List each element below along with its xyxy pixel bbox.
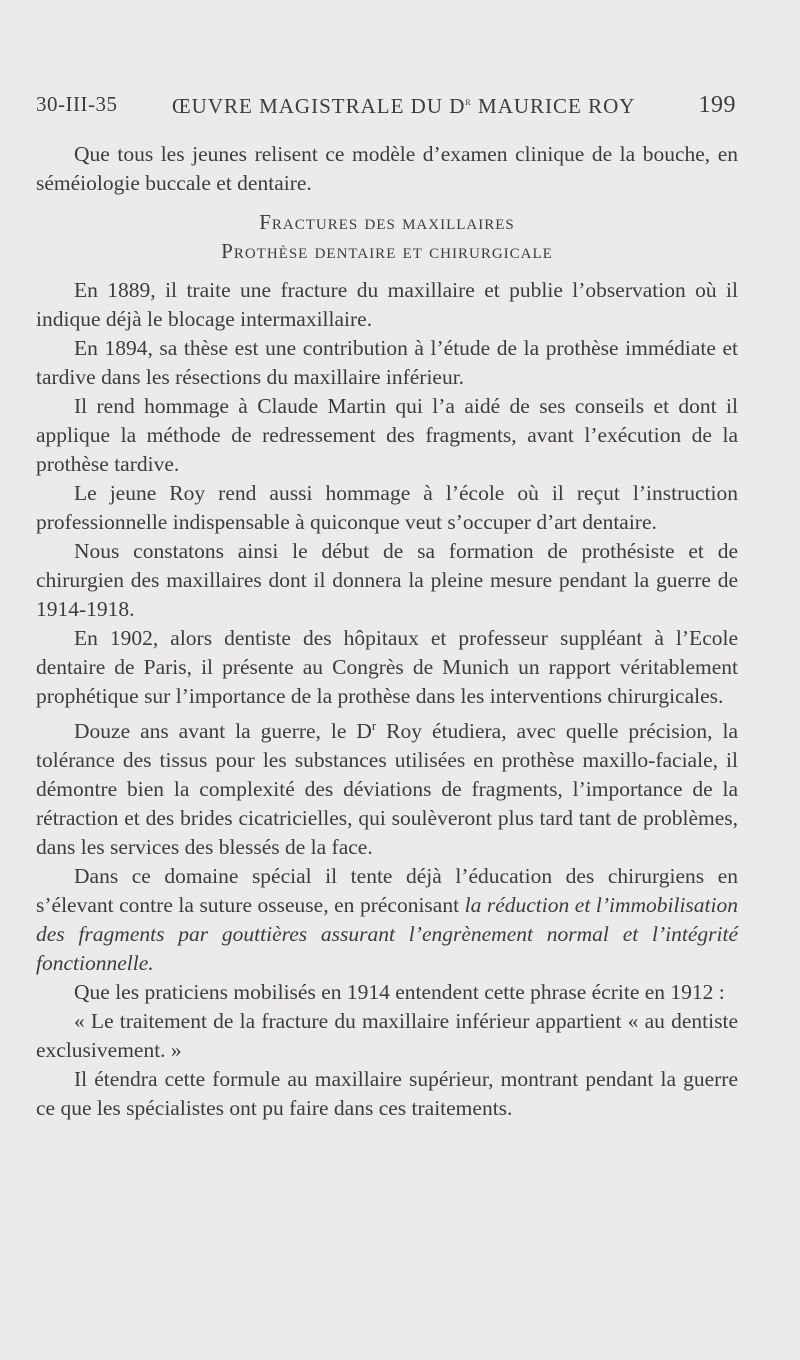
header-title-part1: ŒUVRE MAGISTRALE DU D (172, 94, 466, 118)
paragraph: Il étendra cette formule au maxillaire supérieur, montrant pendant la guerre ce que les spécialistes ont pu faire dans ces traitements. (36, 1067, 738, 1121)
paragraph: Que les praticiens mobilisés en 1914 entendent cette phrase écrite en 1912 : (74, 980, 725, 1005)
paragraph: Que tous les jeunes relisent ce modèle d’examen clinique de la bouche, en séméiologie buccale et dentaire. (36, 142, 738, 195)
paragraph (36, 711, 738, 862)
paragraph: En 1902, alors dentiste des hôpitaux et professeur suppléant à l’Ecole dentaire de Paris, il présente au Congrès de Munich un rapport véritablement prophétique sur l’importance de la prothèse dans les interventions chirurgicales. (36, 626, 738, 708)
body-text (36, 140, 738, 1123)
paragraph-part: Dans ce domaine spécial il tente déjà l’éducation des chirurgiens en s’élevant contre la suture osseuse, en préconisant (36, 864, 738, 918)
header-date: 30-III-35 (36, 92, 118, 116)
italic-quote: la réduction et l’immobilisation des fragments par gouttières assurant l’engrènement normal et l’intégrité fonctionnelle. (36, 893, 738, 976)
paragraph: « Le traitement de la fracture du maxillaire inférieur appartient « au dentiste exclusivement. » (36, 1009, 738, 1063)
paragraph: En 1894, sa thèse est une contribution à l’étude de la prothèse immédiate et tardive dans les résections du maxillaire inférieur. (36, 336, 738, 389)
paragraph: En 1889, il traite une fracture du maxillaire et publie l’observation où il indique déjà le blocage intermaxillaire. (36, 278, 738, 331)
paragraph: Le jeune Roy rend aussi hommage à l’école où il reçut l’instruction professionnelle indispensable à quiconque veut s’occuper d’art dentaire. (36, 481, 738, 534)
header-title-part2: MAURICE ROY (471, 94, 636, 118)
superscript: r (371, 718, 377, 733)
page-number: 199 (698, 92, 736, 118)
paragraph (36, 862, 738, 978)
heading-line-1: Fractures des maxillaires (259, 210, 515, 234)
header-title (172, 94, 635, 119)
section-heading (36, 208, 738, 266)
header-title-sup: r (465, 94, 472, 108)
paragraph: Il rend hommage à Claude Martin qui l’a aidé de ses conseils et dont il applique la méthode de redressement des fragments, avant l’exécution de la prothèse tardive. (36, 394, 738, 476)
heading-line-2: Prothèse dentaire et chirurgicale (221, 239, 553, 263)
paragraph: Nous constatons ainsi le début de sa formation de prothésiste et de chirurgien des maxillaires dont il donnera la pleine mesure pendant la guerre de 1914-1918. (36, 539, 738, 621)
paragraph-part: Douze ans avant la guerre, le D (74, 719, 372, 744)
paragraph-part: Roy étudiera, avec quelle précision, la tolérance des tissus pour les substances utilisées en prothèse maxillo-faciale, il démontre bien la complexité des déviations de fragments, l’importance de la rétraction et des brides cicatricielles, qui soulèveront plus tard tant de problèmes, dans les services des blessés de la face. (36, 719, 739, 860)
